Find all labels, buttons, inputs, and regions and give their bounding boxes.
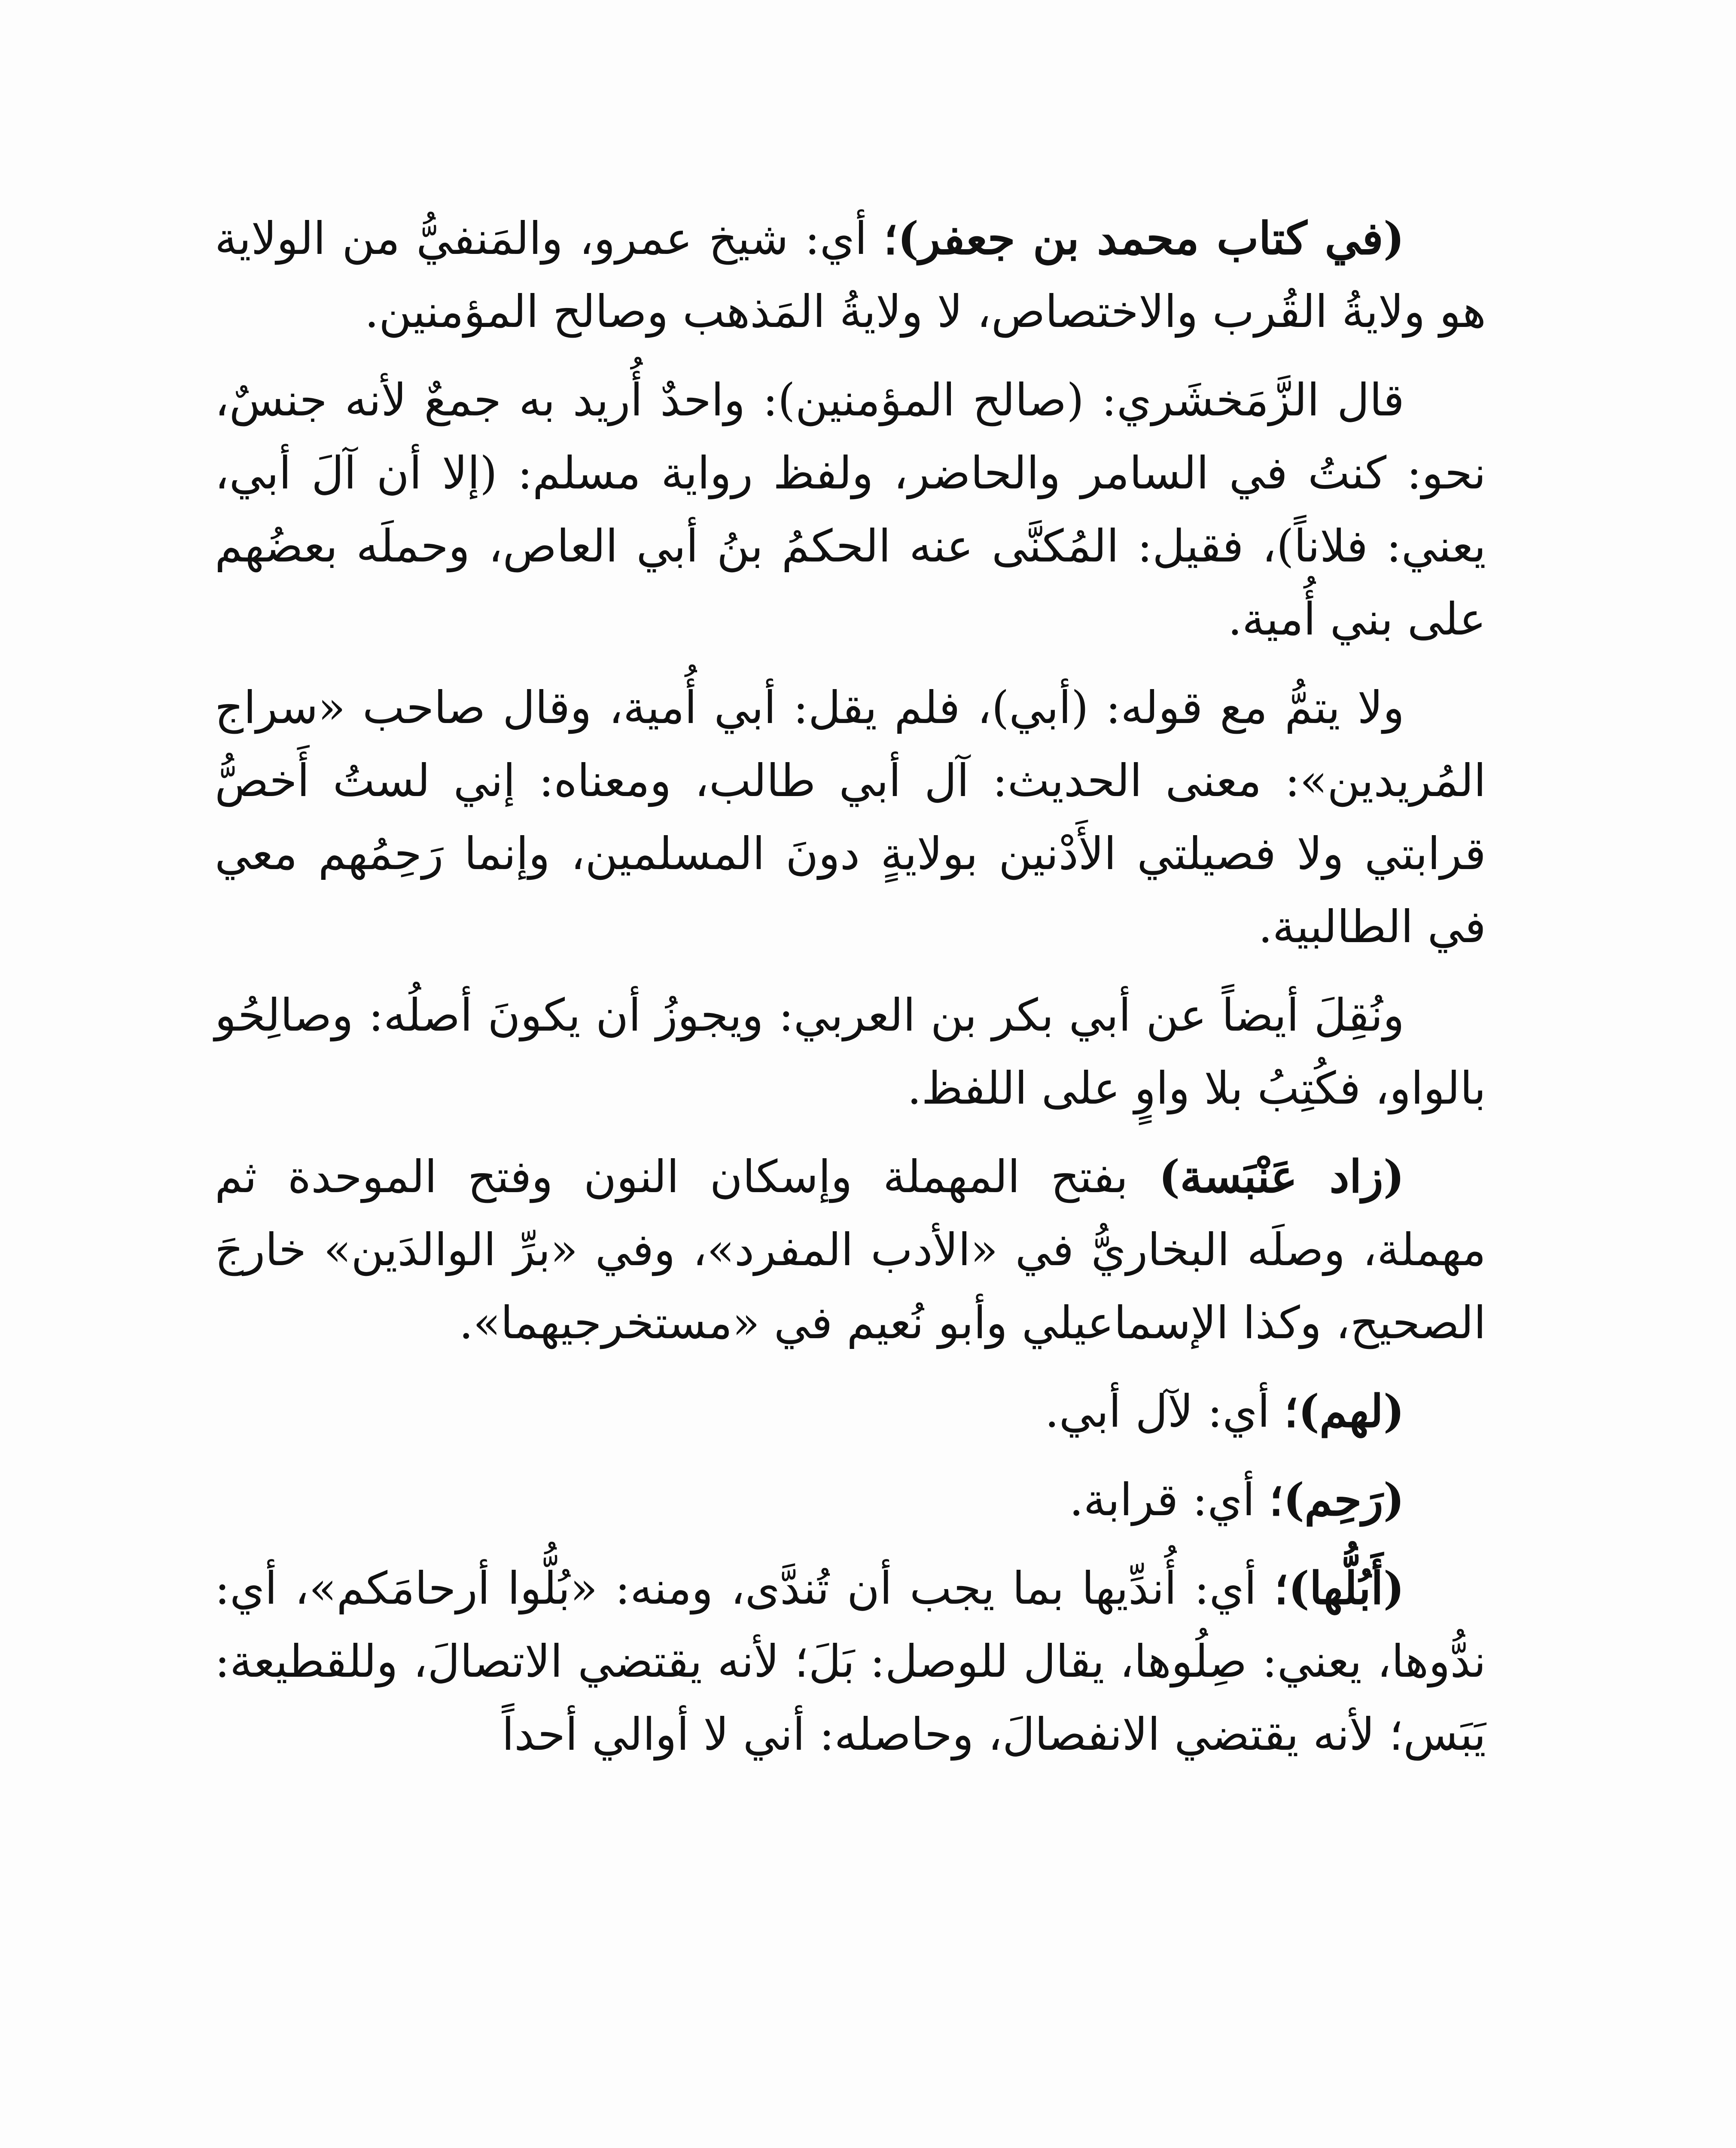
paragraph-body: أي: شيخ عمرو، والمَنفيُّ من الولاية هو ولايةُ القُرب والاختصاص، لا ولايةُ المَذهب وصالح المؤمنين. [215,212,1486,338]
paragraph-lead: (في كتاب محمد بن جعفر)؛ [883,212,1404,265]
paragraph [215,1463,1486,1536]
paragraph-lead: (زاد عَنْبَسة) [1159,1150,1405,1203]
paragraph [215,671,1486,963]
main-text [215,202,1486,1786]
paragraph-lead: (لهم)؛ [1284,1385,1404,1437]
paragraph [215,363,1486,656]
paragraph-body: قال الزَّمَخشَري: (صالح المؤمنين): واحدٌ أُريد به جمعٌ لأنه جنسٌ، نحو: كنتُ في السامر والحاضر، ولفظ رواية مسلم: (إلا أن آلَ أبي، يعني: فلاناً)، فقيل: المُكنَّى عنه الحكمُ بنُ أبي العاص، وحملَه بعضُهم على بني أُمية. [215,374,1486,645]
paragraph-body: ونُقِلَ أيضاً عن أبي بكر بن العربي: ويجوزُ أن يكونَ أصلُه: وصالِحُو بالواو، فكُتِبُ بلا واوٍ على اللفظ. [215,989,1486,1114]
paragraph [215,1375,1486,1448]
paragraph-lead: (أَبُلُّها)؛ [1274,1562,1404,1614]
paragraph [215,1552,1486,1771]
paragraph [215,1140,1486,1359]
paragraph-lead: (رَحِم)؛ [1269,1473,1404,1526]
paragraph-body: ولا يتمُّ مع قوله: (أبي)، فلم يقل: أبي أُمية، وقال صاحب «سراج المُريدين»: معنى الحديث: آل أبي طالب، ومعناه: إني لستُ أَخصُّ قرابتي ولا فصيلتي الأَدْنين بولايةٍ دونَ المسلمين، وإنما رَحِمُهم معي في الطالبية. [215,681,1486,953]
paragraph [215,202,1486,348]
paragraph-body: أي: لآل أبي. [1045,1385,1284,1437]
paragraph-body: أي: أُندِّيها بما يجب أن تُندَّى، ومنه: «بُلُّوا أرحامَكم»، أي: ندُّوها، يعني: صِلُوها، يقال للوصل: بَلَ؛ لأنه يقتضي الاتصالَ، وللقطيعة: يَبَس؛ لأنه يقتضي الانفصالَ، وحاصله: أني لا أوالي أحداً [215,1562,1486,1761]
paragraph [215,979,1486,1125]
paragraph-body: بفتح المهملة وإسكان النون وفتح الموحدة ثم مهملة، وصلَه البخاريُّ في «الأدب المفرد»، وفي «برِّ الوالدَين» خارجَ الصحيح، وكذا الإسماعيلي وأبو نُعيم في «مستخرجيهما». [215,1150,1486,1349]
paragraph-body: أي: قرابة. [1069,1474,1269,1526]
